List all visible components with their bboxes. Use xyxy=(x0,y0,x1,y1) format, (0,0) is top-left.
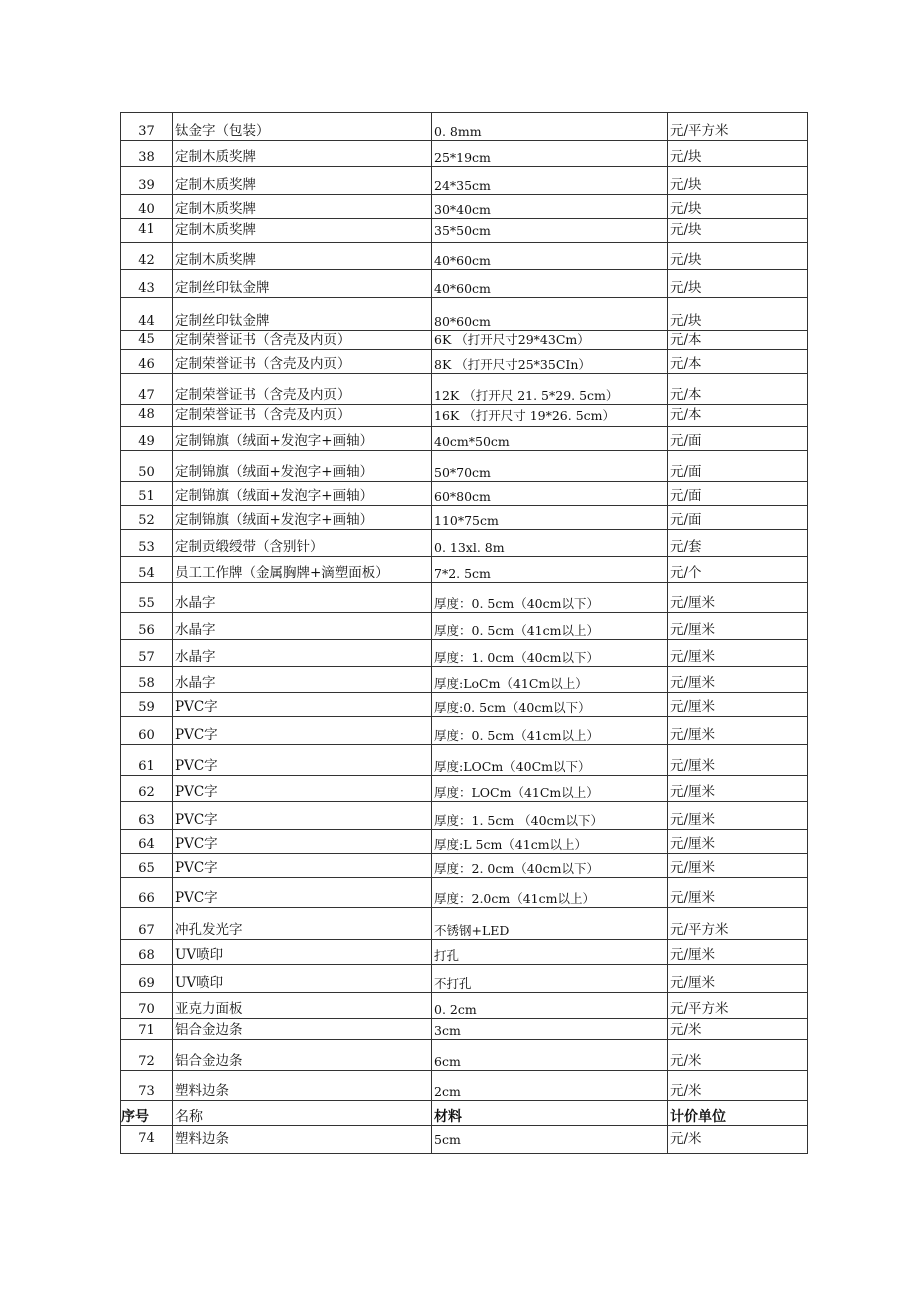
cell-material: 0. 2cm xyxy=(432,993,668,1019)
cell-unit: 元/块 xyxy=(668,298,808,331)
cell-name: 定制丝印钛金牌 xyxy=(173,298,432,331)
cell-seq: 56 xyxy=(121,613,173,640)
cell-unit: 元/厘米 xyxy=(668,613,808,640)
price-table xyxy=(120,112,808,1154)
cell-seq: 41 xyxy=(121,219,173,243)
cell-name: PVC字 xyxy=(173,878,432,908)
cell-seq: 48 xyxy=(121,405,173,427)
table-row xyxy=(121,965,808,993)
table-row xyxy=(121,530,808,557)
cell-seq: 57 xyxy=(121,640,173,667)
cell-name: 定制荣誉证书（含壳及内页） xyxy=(173,405,432,427)
cell-material: 25*19cm xyxy=(432,141,668,167)
table-row xyxy=(121,113,808,141)
cell-unit: 元/厘米 xyxy=(668,693,808,717)
cell-unit: 元/厘米 xyxy=(668,667,808,693)
cell-unit: 元/平方米 xyxy=(668,908,808,940)
cell-unit: 元/平方米 xyxy=(668,993,808,1019)
cell-material: 7*2. 5cm xyxy=(432,557,668,583)
column-header-unit: 计价单位 xyxy=(668,1101,808,1126)
table-row xyxy=(121,993,808,1019)
table-row xyxy=(121,427,808,451)
cell-material: 3cm xyxy=(432,1019,668,1040)
cell-name: 冲孔发光字 xyxy=(173,908,432,940)
cell-material: 110*75cm xyxy=(432,506,668,530)
cell-name: PVC字 xyxy=(173,717,432,745)
cell-unit: 元/块 xyxy=(668,141,808,167)
table-row xyxy=(121,482,808,506)
cell-material: 厚度:LOCm（40Cm以下） xyxy=(432,745,668,776)
cell-name: PVC字 xyxy=(173,802,432,830)
table-row xyxy=(121,908,808,940)
cell-name: 亚克力面板 xyxy=(173,993,432,1019)
cell-unit: 元/块 xyxy=(668,219,808,243)
cell-seq: 72 xyxy=(121,1040,173,1071)
table-row xyxy=(121,667,808,693)
cell-name: 定制木质奖牌 xyxy=(173,141,432,167)
table-row xyxy=(121,506,808,530)
cell-material: 40*60cm xyxy=(432,243,668,270)
cell-material: 0. 8mm xyxy=(432,113,668,141)
cell-seq: 67 xyxy=(121,908,173,940)
column-header-name: 名称 xyxy=(173,1101,432,1126)
cell-name: 定制丝印钛金牌 xyxy=(173,270,432,298)
cell-name: PVC字 xyxy=(173,854,432,878)
cell-name: 定制木质奖牌 xyxy=(173,195,432,219)
cell-name: 水晶字 xyxy=(173,583,432,613)
cell-material: 60*80cm xyxy=(432,482,668,506)
cell-seq: 38 xyxy=(121,141,173,167)
table-row xyxy=(121,405,808,427)
cell-material: 不打孔 xyxy=(432,965,668,993)
cell-name: 定制锦旗（绒面+发泡字+画轴） xyxy=(173,506,432,530)
cell-unit: 元/米 xyxy=(668,1071,808,1101)
cell-seq: 51 xyxy=(121,482,173,506)
table-row xyxy=(121,350,808,374)
cell-name: PVC字 xyxy=(173,745,432,776)
cell-unit: 元/本 xyxy=(668,331,808,350)
price-table-body xyxy=(121,113,808,1154)
cell-name: 定制木质奖牌 xyxy=(173,167,432,195)
cell-unit: 元/厘米 xyxy=(668,640,808,667)
cell-name: 定制锦旗（绒面+发泡字+画轴） xyxy=(173,427,432,451)
table-row xyxy=(121,195,808,219)
cell-seq: 58 xyxy=(121,667,173,693)
table-row xyxy=(121,613,808,640)
cell-name: UV喷印 xyxy=(173,940,432,965)
table-row xyxy=(121,717,808,745)
cell-material: 40*60cm xyxy=(432,270,668,298)
price-table-page xyxy=(120,112,807,1154)
table-row xyxy=(121,298,808,331)
cell-unit: 元/厘米 xyxy=(668,965,808,993)
cell-unit: 元/厘米 xyxy=(668,745,808,776)
table-row xyxy=(121,830,808,854)
cell-seq: 62 xyxy=(121,776,173,802)
cell-seq: 52 xyxy=(121,506,173,530)
cell-seq: 74 xyxy=(121,1126,173,1154)
table-row xyxy=(121,219,808,243)
table-row xyxy=(121,167,808,195)
table-row xyxy=(121,802,808,830)
cell-material: 24*35cm xyxy=(432,167,668,195)
cell-unit: 元/块 xyxy=(668,270,808,298)
cell-unit: 元/厘米 xyxy=(668,854,808,878)
cell-name: 定制荣誉证书（含壳及内页） xyxy=(173,374,432,405)
cell-material: 厚度：2.0cm（41cm以上） xyxy=(432,878,668,908)
table-row xyxy=(121,243,808,270)
cell-name: 水晶字 xyxy=(173,667,432,693)
table-row xyxy=(121,1126,808,1154)
cell-unit: 元/块 xyxy=(668,243,808,270)
cell-unit: 元/厘米 xyxy=(668,830,808,854)
cell-seq: 40 xyxy=(121,195,173,219)
cell-material: 40cm*50cm xyxy=(432,427,668,451)
cell-seq: 71 xyxy=(121,1019,173,1040)
cell-seq: 47 xyxy=(121,374,173,405)
cell-material: 0. 13xl. 8m xyxy=(432,530,668,557)
cell-name: 水晶字 xyxy=(173,613,432,640)
cell-unit: 元/面 xyxy=(668,506,808,530)
cell-seq: 69 xyxy=(121,965,173,993)
cell-name: 铝合金边条 xyxy=(173,1040,432,1071)
cell-material: 不锈钢+LED xyxy=(432,908,668,940)
cell-seq: 70 xyxy=(121,993,173,1019)
cell-name: 定制荣誉证书（含壳及内页） xyxy=(173,350,432,374)
cell-unit: 元/厘米 xyxy=(668,717,808,745)
cell-unit: 元/本 xyxy=(668,374,808,405)
table-row xyxy=(121,374,808,405)
cell-material: 厚度：0. 5cm（40cm以下） xyxy=(432,583,668,613)
cell-name: 铝合金边条 xyxy=(173,1019,432,1040)
cell-unit: 元/面 xyxy=(668,482,808,506)
table-row xyxy=(121,451,808,482)
column-header-material: 材料 xyxy=(432,1101,668,1126)
table-row xyxy=(121,1071,808,1101)
table-row xyxy=(121,331,808,350)
cell-unit: 元/厘米 xyxy=(668,878,808,908)
cell-unit: 元/面 xyxy=(668,427,808,451)
cell-unit: 元/个 xyxy=(668,557,808,583)
cell-material: 2cm xyxy=(432,1071,668,1101)
cell-unit: 元/块 xyxy=(668,195,808,219)
cell-unit: 元/米 xyxy=(668,1040,808,1071)
cell-name: 定制木质奖牌 xyxy=(173,243,432,270)
cell-seq: 43 xyxy=(121,270,173,298)
cell-unit: 元/米 xyxy=(668,1126,808,1154)
cell-seq: 50 xyxy=(121,451,173,482)
table-row xyxy=(121,878,808,908)
cell-name: PVC字 xyxy=(173,776,432,802)
cell-name: PVC字 xyxy=(173,830,432,854)
cell-material: 30*40cm xyxy=(432,195,668,219)
cell-unit: 元/套 xyxy=(668,530,808,557)
table-row xyxy=(121,557,808,583)
cell-name: 钛金字（包装） xyxy=(173,113,432,141)
cell-seq: 49 xyxy=(121,427,173,451)
table-row xyxy=(121,1019,808,1040)
cell-material: 35*50cm xyxy=(432,219,668,243)
cell-unit: 元/本 xyxy=(668,405,808,427)
cell-seq: 68 xyxy=(121,940,173,965)
cell-unit: 元/米 xyxy=(668,1019,808,1040)
cell-seq: 54 xyxy=(121,557,173,583)
cell-seq: 39 xyxy=(121,167,173,195)
cell-material: 6cm xyxy=(432,1040,668,1071)
cell-material: 12K （打开尺 21. 5*29. 5cm） xyxy=(432,374,668,405)
table-row xyxy=(121,854,808,878)
cell-name: 定制木质奖牌 xyxy=(173,219,432,243)
table-row xyxy=(121,640,808,667)
cell-material: 8K （打开尺寸25*35CIn） xyxy=(432,350,668,374)
cell-material: 6K （打开尺寸29*43Cm） xyxy=(432,331,668,350)
cell-name: 定制锦旗（绒面+发泡字+画轴） xyxy=(173,451,432,482)
cell-material: 50*70cm xyxy=(432,451,668,482)
cell-unit: 元/平方米 xyxy=(668,113,808,141)
cell-material: 厚度：1. 5cm （40cm以下） xyxy=(432,802,668,830)
cell-name: PVC字 xyxy=(173,693,432,717)
column-header-seq: 序号 xyxy=(121,1101,173,1126)
cell-name: 定制锦旗（绒面+发泡字+画轴） xyxy=(173,482,432,506)
cell-name: 员工工作牌（金属胸牌+滴塑面板） xyxy=(173,557,432,583)
cell-seq: 63 xyxy=(121,802,173,830)
cell-name: 定制荣誉证书（含壳及内页） xyxy=(173,331,432,350)
cell-seq: 59 xyxy=(121,693,173,717)
cell-material: 打孔 xyxy=(432,940,668,965)
table-row xyxy=(121,776,808,802)
cell-seq: 45 xyxy=(121,331,173,350)
cell-material: 厚度:L 5cm（41cm以上） xyxy=(432,830,668,854)
cell-unit: 元/厘米 xyxy=(668,802,808,830)
cell-seq: 66 xyxy=(121,878,173,908)
table-header-row xyxy=(121,1101,808,1126)
cell-material: 16K （打开尺寸 19*26. 5cm） xyxy=(432,405,668,427)
cell-unit: 元/本 xyxy=(668,350,808,374)
cell-material: 5cm xyxy=(432,1126,668,1154)
table-row xyxy=(121,141,808,167)
cell-material: 厚度：2. 0cm（40cm以下） xyxy=(432,854,668,878)
cell-unit: 元/厘米 xyxy=(668,583,808,613)
table-row xyxy=(121,745,808,776)
cell-unit: 元/块 xyxy=(668,167,808,195)
cell-material: 厚度：0. 5cm（41cm以上） xyxy=(432,613,668,640)
table-row xyxy=(121,1040,808,1071)
cell-seq: 65 xyxy=(121,854,173,878)
cell-seq: 55 xyxy=(121,583,173,613)
table-row xyxy=(121,270,808,298)
cell-name: 水晶字 xyxy=(173,640,432,667)
cell-name: 塑料边条 xyxy=(173,1126,432,1154)
cell-material: 厚度:0. 5cm（40cm以下） xyxy=(432,693,668,717)
cell-material: 厚度:LoCm（41Cm以上） xyxy=(432,667,668,693)
cell-seq: 42 xyxy=(121,243,173,270)
cell-material: 80*60cm xyxy=(432,298,668,331)
cell-seq: 46 xyxy=(121,350,173,374)
cell-seq: 73 xyxy=(121,1071,173,1101)
cell-seq: 37 xyxy=(121,113,173,141)
cell-material: 厚度：0. 5cm（41cm以上） xyxy=(432,717,668,745)
cell-seq: 53 xyxy=(121,530,173,557)
cell-unit: 元/厘米 xyxy=(668,940,808,965)
cell-seq: 61 xyxy=(121,745,173,776)
cell-unit: 元/厘米 xyxy=(668,776,808,802)
cell-seq: 60 xyxy=(121,717,173,745)
cell-name: 定制贡缎绶带（含别针） xyxy=(173,530,432,557)
table-row xyxy=(121,693,808,717)
cell-name: UV喷印 xyxy=(173,965,432,993)
table-row xyxy=(121,583,808,613)
cell-seq: 64 xyxy=(121,830,173,854)
cell-unit: 元/面 xyxy=(668,451,808,482)
cell-name: 塑料边条 xyxy=(173,1071,432,1101)
cell-seq: 44 xyxy=(121,298,173,331)
table-row xyxy=(121,940,808,965)
cell-material: 厚度：1. 0cm（40cm以下） xyxy=(432,640,668,667)
cell-material: 厚度：LOCm（41Cm以上） xyxy=(432,776,668,802)
